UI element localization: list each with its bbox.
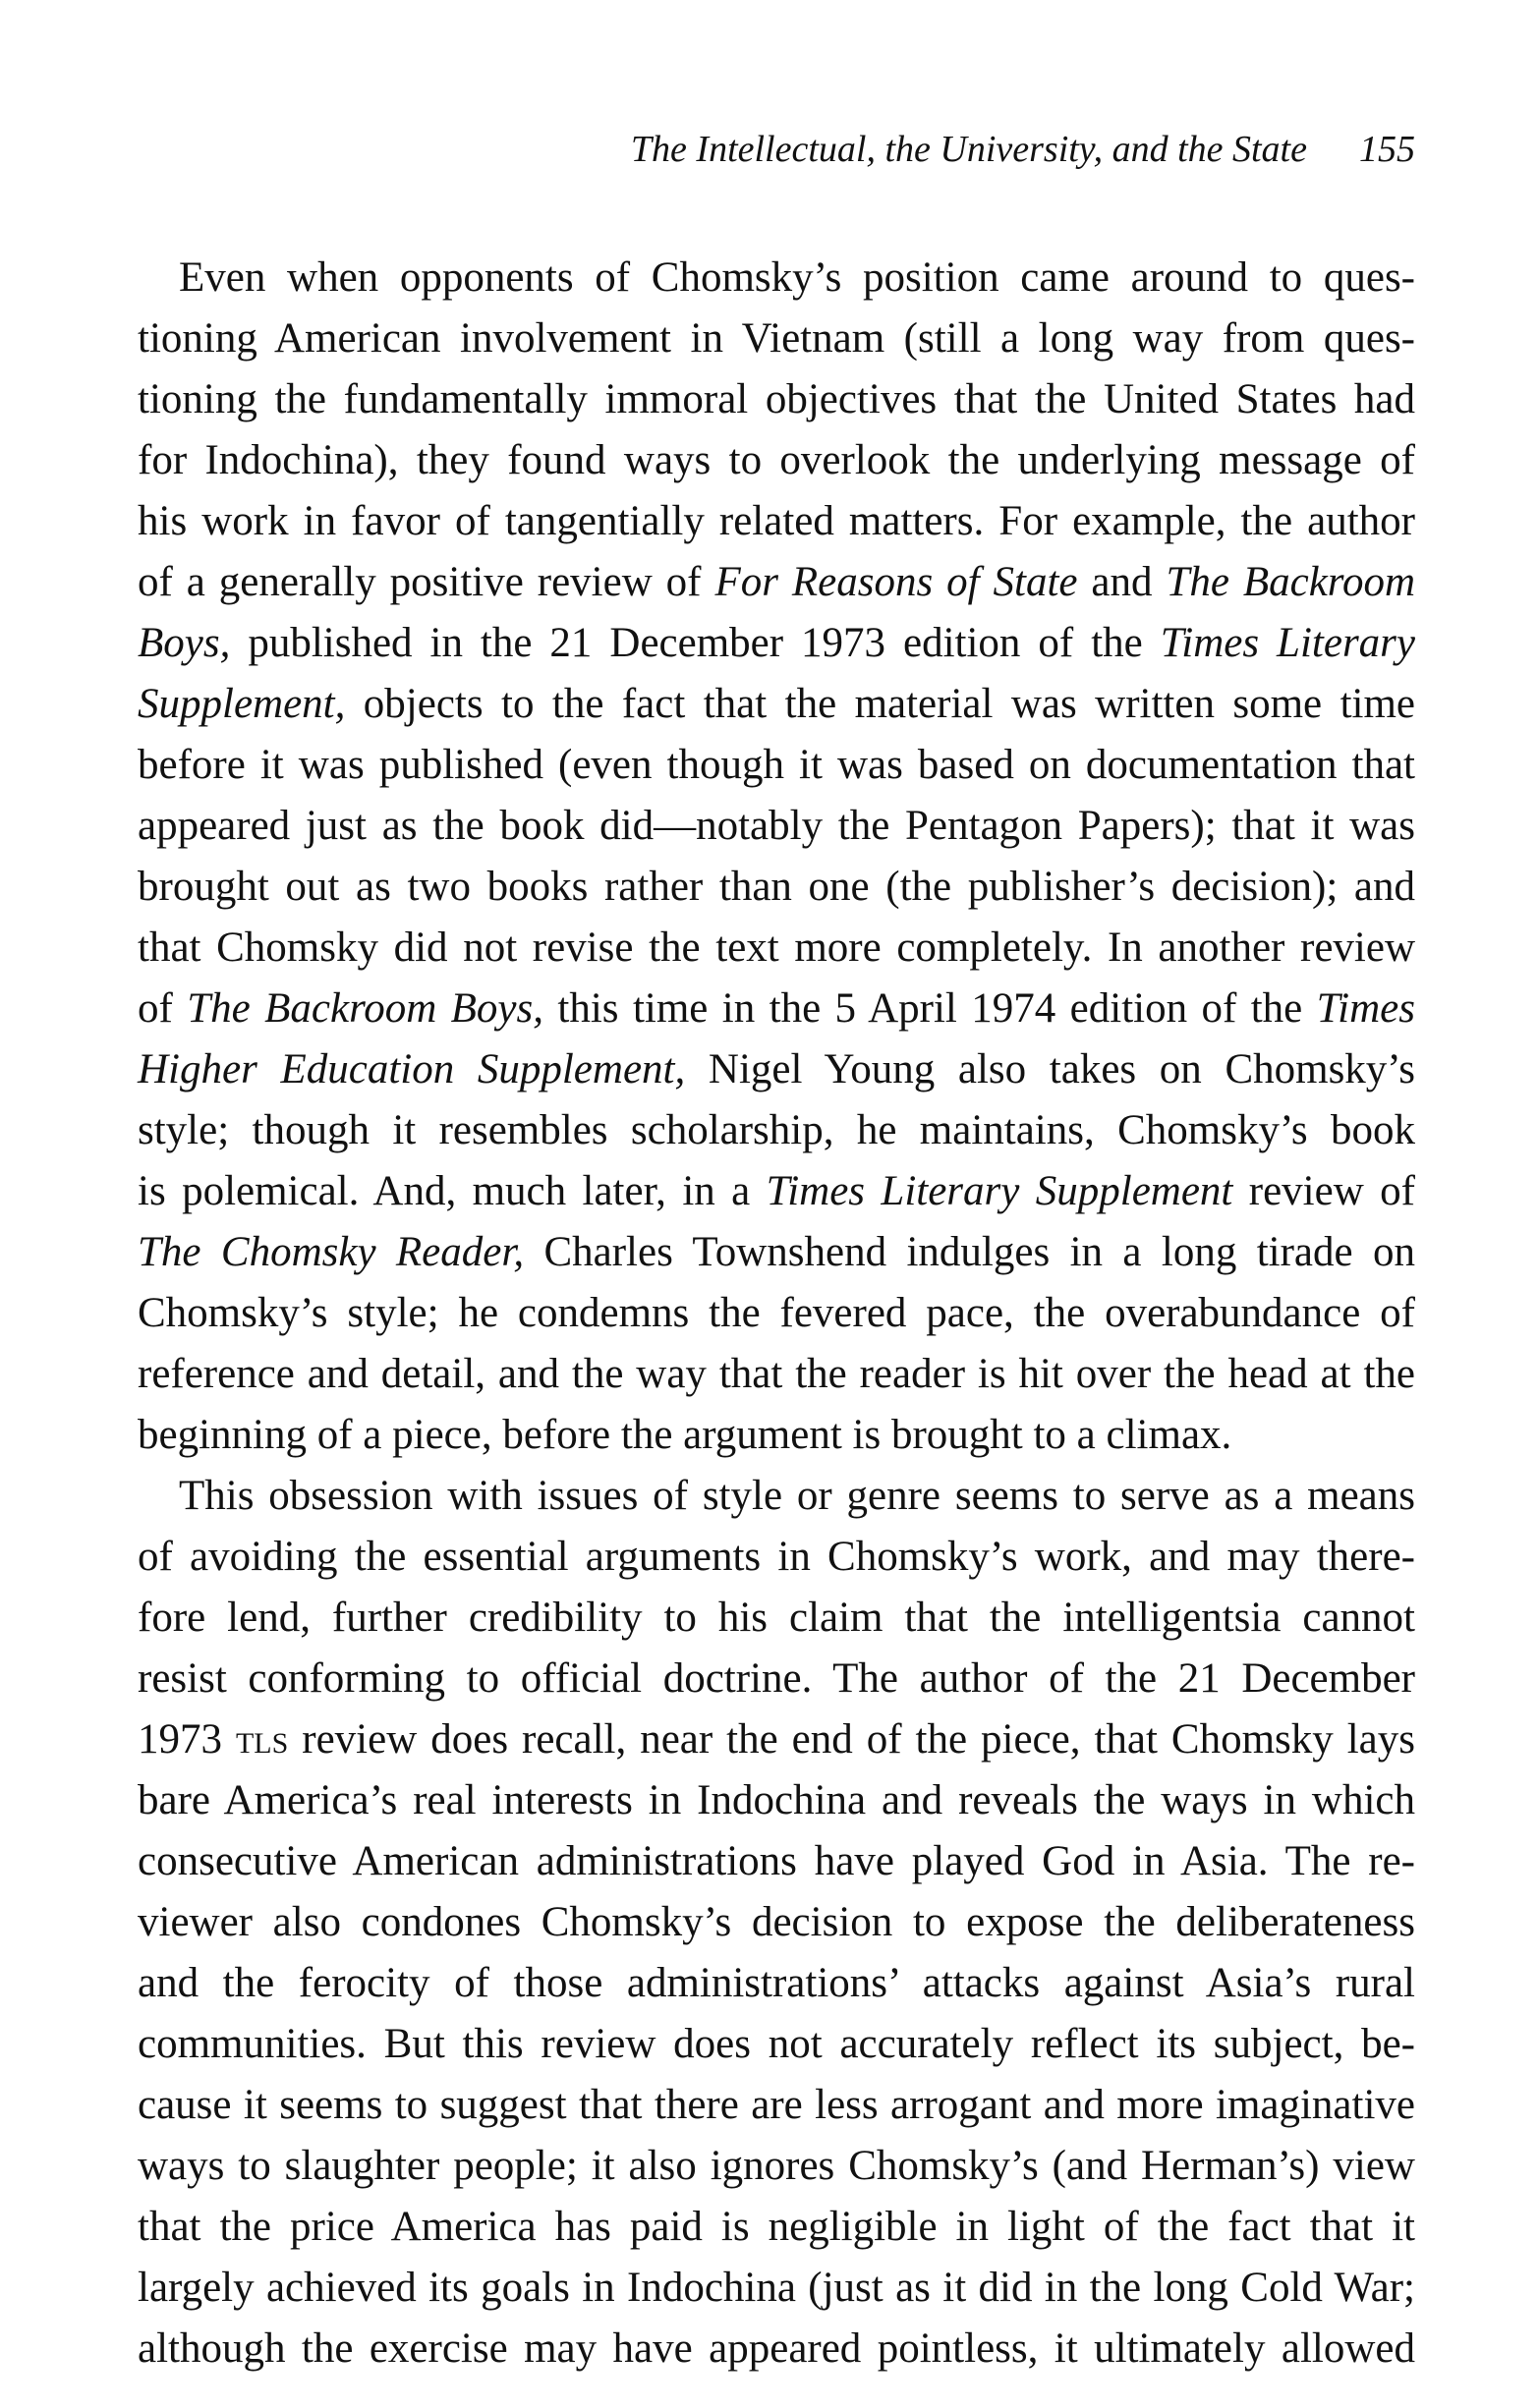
italic-span: Higher Education Supplement,	[138, 1046, 686, 1092]
running-head-title: The Intellectual, the University, and the State	[630, 129, 1307, 170]
text-span: fore lend, further credibility to his claim that the intelligentsia cannot	[138, 1595, 1415, 1641]
text-line	[138, 491, 1415, 552]
text-line	[138, 735, 1415, 796]
text-span: brought out as two books rather than one (the publisher’s decision); and	[138, 864, 1415, 910]
text-span: Even when opponents of Chomsky’s position came around to ques-	[179, 254, 1415, 301]
paragraph	[138, 248, 1415, 1466]
text-line	[138, 1953, 1415, 2014]
italic-span: Boys,	[138, 620, 231, 666]
italic-span: Times Literary	[1160, 620, 1415, 666]
text-line	[138, 674, 1415, 735]
text-span: 1973	[138, 1716, 236, 1763]
text-span: viewer also condones Chomsky’s decision to expose the deliberateness	[138, 1899, 1415, 1945]
text-span: tioning American involvement in Vietnam (still a long way from ques-	[138, 315, 1415, 362]
text-span: and	[1077, 559, 1167, 605]
text-line	[138, 552, 1415, 613]
text-line	[138, 1466, 1415, 1527]
text-span: review does recall, near the end of the piece, that Chomsky lays	[288, 1716, 1415, 1763]
text-line	[138, 2197, 1415, 2258]
text-line	[138, 1100, 1415, 1161]
text-line	[138, 1222, 1415, 1283]
text-line	[138, 1588, 1415, 1649]
page-number: 155	[1359, 129, 1415, 170]
text-span: cause it seems to suggest that there are less arrogant and more imaginative	[138, 2082, 1415, 2128]
italic-span: For Reasons of State	[714, 559, 1078, 605]
text-line	[138, 1283, 1415, 1344]
body-text	[138, 248, 1415, 2380]
text-span: ways to slaughter people; it also ignores Chomsky’s (and Herman’s) view	[138, 2143, 1415, 2189]
italic-span: Times Literary Supplement	[766, 1168, 1233, 1214]
text-span: tioning the fundamentally immoral objectives that the United States had	[138, 376, 1415, 422]
text-span: before it was published (even though it was based on documentation that	[138, 742, 1415, 788]
small-caps-span: tls	[235, 1716, 289, 1763]
text-line	[138, 613, 1415, 674]
text-span: of avoiding the essential arguments in Chomsky’s work, and may there-	[138, 1534, 1415, 1580]
text-line	[138, 1770, 1415, 1831]
italic-span: Supplement,	[138, 681, 346, 727]
text-line	[138, 2014, 1415, 2075]
text-span: that Chomsky did not revise the text more completely. In another review	[138, 924, 1415, 971]
text-line	[138, 369, 1415, 430]
text-span: bare America’s real interests in Indochina and reveals the ways in which	[138, 1777, 1415, 1823]
text-line	[138, 857, 1415, 918]
text-span: is polemical. And, much later, in a	[138, 1168, 767, 1214]
text-span: This obsession with issues of style or genre seems to serve as a means	[179, 1473, 1415, 1519]
text-span: communities. But this review does not accurately reflect its subject, be-	[138, 2021, 1415, 2067]
italic-span: The Chomsky Reader,	[138, 1229, 525, 1275]
text-span: published in the 21 December 1973 edition of the	[230, 620, 1161, 666]
text-span: although the exercise may have appeared pointless, it ultimately allowed	[138, 2325, 1415, 2372]
text-span: of a generally positive review of	[138, 559, 715, 605]
text-line	[138, 1039, 1415, 1100]
text-span: style; though it resembles scholarship, he maintains, Chomsky’s book	[138, 1107, 1415, 1153]
text-span: that the price America has paid is negligible in light of the fact that it	[138, 2204, 1415, 2250]
text-span: of	[138, 985, 188, 1032]
text-line	[138, 308, 1415, 369]
text-span: Chomsky’s style; he condemns the fevered pace, the overabundance of	[138, 1290, 1415, 1336]
text-line	[138, 979, 1415, 1039]
text-span: largely achieved its goals in Indochina (just as it did in the long Cold War;	[138, 2265, 1415, 2311]
text-span: beginning of a piece, before the argument is brought to a climax.	[138, 1412, 1232, 1458]
text-span: appeared just as the book did—notably the Pentagon Papers); that it was	[138, 803, 1415, 849]
text-span: Charles Townshend indulges in a long tirade on	[524, 1229, 1415, 1275]
text-line	[138, 1831, 1415, 1892]
italic-span: Times	[1316, 985, 1416, 1032]
text-span: objects to the fact that the material was written some time	[345, 681, 1415, 727]
text-span: consecutive American administrations have played God in Asia. The re-	[138, 1838, 1415, 1884]
text-span: for Indochina), they found ways to overlook the underlying message of	[138, 437, 1415, 483]
text-line	[138, 796, 1415, 857]
text-line	[138, 1161, 1415, 1222]
text-span: review of	[1232, 1168, 1415, 1214]
text-span: and the ferocity of those administrations’ attacks against Asia’s rural	[138, 1960, 1415, 2006]
running-head	[138, 120, 1415, 179]
paragraph	[138, 1466, 1415, 2380]
text-line	[138, 1709, 1415, 1770]
italic-span: The Backroom Boys,	[187, 985, 544, 1032]
text-span: resist conforming to official doctrine. The author of the 21 December	[138, 1655, 1415, 1702]
text-line	[138, 918, 1415, 979]
text-span: reference and detail, and the way that the reader is hit over the head at the	[138, 1351, 1415, 1397]
text-line	[138, 430, 1415, 491]
text-line	[138, 1527, 1415, 1588]
text-line	[138, 248, 1415, 308]
text-line	[138, 1649, 1415, 1709]
text-span: Nigel Young also takes on Chomsky’s	[685, 1046, 1415, 1092]
text-line	[138, 2075, 1415, 2136]
text-line	[138, 2258, 1415, 2319]
text-line	[138, 2319, 1415, 2380]
text-line	[138, 1405, 1415, 1466]
italic-span: The Backroom	[1166, 559, 1415, 605]
text-line	[138, 1344, 1415, 1405]
text-line	[138, 1892, 1415, 1953]
text-span: this time in the 5 April 1974 edition of the	[543, 985, 1317, 1032]
text-span: his work in favor of tangentially related matters. For example, the author	[138, 498, 1415, 544]
text-line	[138, 2136, 1415, 2197]
